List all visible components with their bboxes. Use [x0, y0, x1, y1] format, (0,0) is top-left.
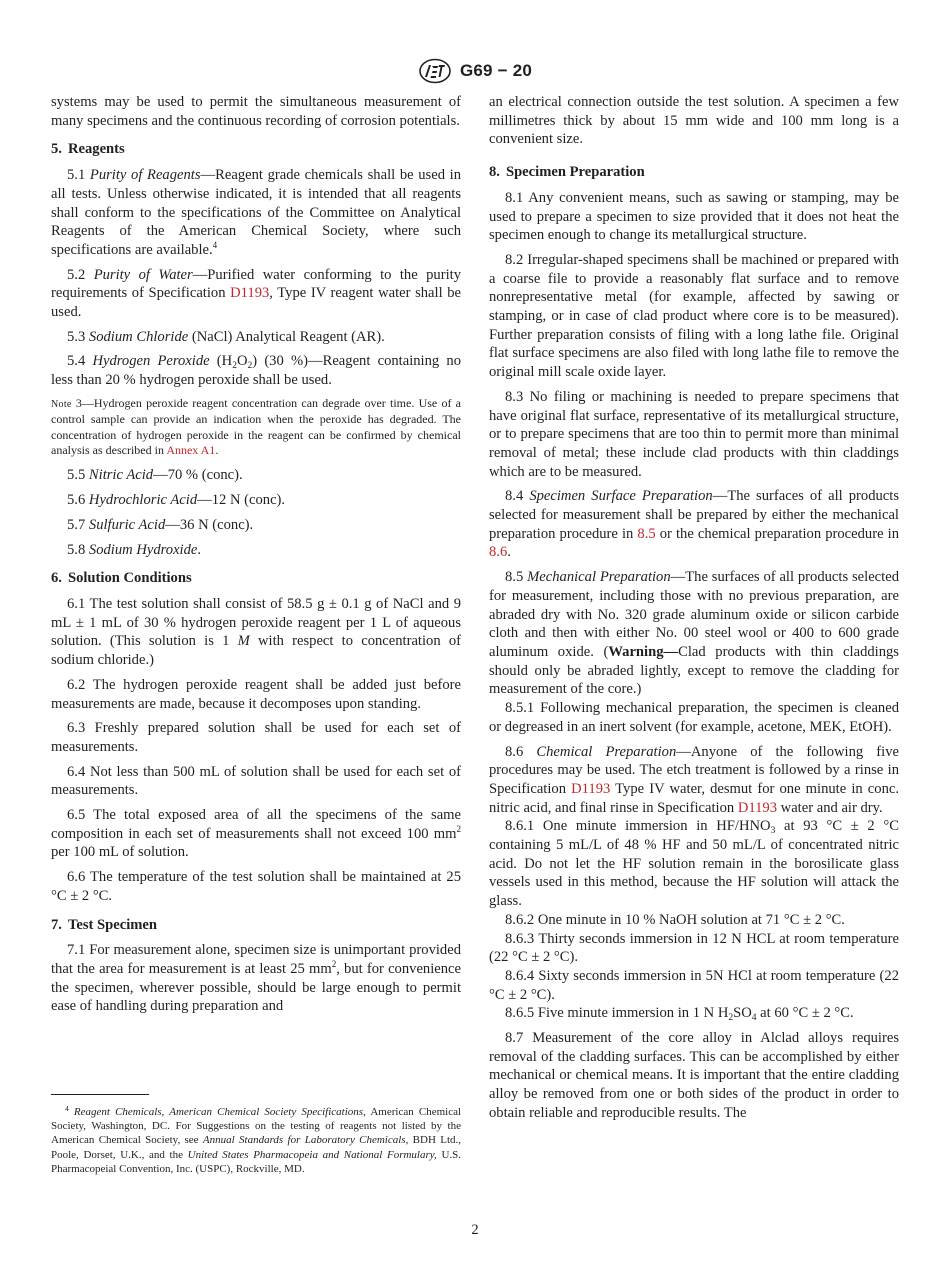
section-5-heading: 5. Reagents	[51, 141, 125, 158]
section-8-heading: 8. Specimen Preparation	[489, 164, 645, 181]
left-column	[51, 93, 461, 1022]
paragraph-8-5-1: 8.5.1 Following mechanical preparation, the specimen is cleaned or degreased in an inert solvent (for example, acetone, MEK, EtOH).	[489, 700, 900, 735]
section-7-heading: 7. Test Specimen	[51, 916, 158, 933]
paragraph-7-1: 7.1 For measurement alone, specimen size is unimportant provided that the area for measurement is at least 25 $mm^2$, but for convenience the specimen, wherever possible, should be large enough to permit ease of handling during preparation and	[51, 942, 462, 1015]
paragraph-8-6-2: 8.6.2 One minute in 10 % NaOH solution at 71 °C ± 2 °C.	[505, 911, 845, 928]
paragraph-6-4: 6.4 Not less than 500 mL of solution shall be used for each set of measurements.	[51, 763, 461, 799]
footnote-4: $^4$ Reagent Chemicals, American Chemical Society Specifications, American Chemical Society, Washington, DC. For Suggestions on the testing of reagents not listed by the American Chemical Society, see Annual Standards for Laboratory Chemicals, BDH Ltd., Poole, Dorset, U.K., and the United States Pharmacopeia and National Formulary, U.S. Pharmacopeial Convention, Inc. (USPC), Rockville, MD.	[51, 1104, 462, 1175]
note-3: Note 3—Hydrogen peroxide reagent concentration can degrade over time. Use of a control sample can provide an indication when the peroxide has degraded. The concentration of hydrogen peroxide in the reagent can be confirmed by chemical analysis as described in Annex A1.	[51, 395, 462, 458]
section-6-heading: 6. Solution Conditions	[51, 570, 192, 587]
astm-logo-icon	[418, 58, 452, 84]
warning-label: Warning—	[608, 643, 679, 660]
paragraph-6-1: 6.1 The test solution shall consist of 58.5 g ± 0.1 g of NaCl and 9 mL ± 1 mL of 30 % hydrogen peroxide reagent per 1 L of aqueous solution. (This solution is 1 M with respect to concentration of sodium chloride.)	[51, 595, 461, 669]
paragraph-8-6-3: 8.6.3 Thirty seconds immersion in 12 N HCL at room temperature (22 °C ± 2 °C).	[489, 930, 899, 966]
d1193-link-3[interactable]: D1193	[737, 799, 778, 816]
paragraph-8-6-4: 8.6.4 Sixty seconds immersion in 5N HCl at room temperature (22 °C ± 2 °C).	[489, 967, 899, 1003]
paragraph-5-5: 5.5 Nitric Acid—70 % (conc).	[67, 467, 243, 484]
paragraph-5-7: 5.7 Sulfuric Acid—36 N (conc).	[67, 516, 254, 533]
continued-paragraph: an electrical connection outside the test solution. A specimen a few millimetres thick by about 15 mm wide and 100 mm long is a convenient size.	[489, 94, 899, 148]
section-8-5-link[interactable]: 8.5	[637, 525, 656, 542]
intro-paragraph: systems may be used to permit the simultaneous measurement of many specimens and the continuous recording of corrosion potentials.	[51, 94, 461, 129]
footnote-divider	[51, 1094, 149, 1095]
paragraph-5-4: 5.4 Hydrogen Peroxide $(H_2O_2)$ (30 %)—Reagent containing no less than 20 % hydrogen peroxide shall be used.	[51, 353, 461, 389]
annex-a1-link[interactable]: Annex A1	[166, 443, 216, 458]
paragraph-8-4: 8.4 Specimen Surface Preparation—The surfaces of all products selected for measurement shall be prepared by either the mechanical preparation procedure in 8.5 or the chemical preparation procedure in 8.6.	[489, 488, 900, 561]
paragraph-6-2: 6.2 The hydrogen peroxide reagent shall be added just before measurements are made, because it decomposes upon standing.	[51, 676, 461, 712]
paragraph-8-7: 8.7 Measurement of the core alloy in Alclad alloys requires removal of the cladding surfaces. This can be accomplished by either mechanical or chemical means. It is important that the entire cladding alloy be removed from one or both sides of the product in order to obtain reliable and reproducible results. The	[489, 1030, 900, 1121]
d1193-link[interactable]: D1193	[230, 285, 270, 302]
paragraph-8-3: 8.3 No filing or machining is needed to prepare specimens that have original flat surface, representative of its metallurgical structure, or to prepare specimens that are too thin to permit more than minimal removal of metal; these include clad products with thin claddings which are to be measured.	[489, 388, 899, 480]
page-number: 2	[471, 1222, 479, 1238]
paragraph-5-6: 5.6 Hydrochloric Acid—12 N (conc).	[67, 492, 286, 509]
paragraph-8-6-1: 8.6.1 One minute immersion in $HF/HNO_3$ at 93 °C ± 2 °C containing 5 mL/L of 48 % HF and 50 mL/L of concentrated nitric acid. Do not let the HF solution remain in the borosilicate glass vessels used in this method, because the HF solution will attack the glass.	[489, 818, 899, 910]
footnote-ref: 4	[212, 239, 218, 250]
paragraph-5-8: 5.8 Sodium Hydroxide.	[67, 541, 202, 558]
paragraph-8-6-5: 8.6.5 Five minute immersion in 1 N $H_2SO_4$ at 60 °C ± 2 °C.	[505, 1005, 854, 1024]
right-column	[489, 93, 899, 1129]
section-8-6-link[interactable]: 8.6	[489, 544, 508, 561]
paragraph-6-5: 6.5 The total exposed area of all the specimens of the same composition in each set of measurements shall not exceed 100 $mm^2$ per 100 mL of solution.	[51, 807, 462, 861]
paragraph-6-6: 6.6 The temperature of the test solution shall be maintained at 25 °C ± 2 °C.	[51, 869, 461, 904]
paragraph-8-1: 8.1 Any convenient means, such as sawing or stamping, may be used to prepare a specimen to size provided that it does not heat the specimen enough to change its metallurgical structure.	[489, 189, 900, 244]
paragraph-8-2: 8.2 Irregular-shaped specimens shall be machined or prepared with a coarse file to provide a reasonably flat surface and to remove nonrepresentative metal (for example, affected by sawing or stamping, or in case of clad product where core is to be measured). Further preparation consists of filing with a long lathe file. Original flat surface specimens are also filed with long lathe file to remove the original mill scale oxide layer.	[489, 251, 899, 381]
paragraph-5-1: 5.1 Purity of Reagents—Reagent grade chemicals shall be used in all tests. Unless otherwise indicated, it is intended that all reagents shall conform to the specifications of the Committee on Analytical Reagents of the American Chemical Society, where such specifications are available.$^4$	[51, 167, 462, 258]
paragraph-8-5: 8.5 Mechanical Preparation—The surfaces of all products selected for measurement, including those with no previous preparation, are abraded dry with No. 320 grade aluminum oxide or silicon carbide cloth and then with either No. 00 steel wool or 400 to 600 grade aluminum oxide. (Warning—Clad products with thin claddings should only be abraded lightly, except to remove the cladding for measurement of the core.)	[489, 569, 899, 698]
paragraph-8-6: 8.6 Chemical Preparation—Anyone of the following five procedures may be used. The etch treatment is followed by a rinse in Specification D1193 Type IV water, desmut for one minute in conc. nitric acid, and final rinse in Specification D1193 water and air dry.	[489, 743, 899, 816]
paragraph-6-3: 6.3 Freshly prepared solution shall be used for each set of measurements.	[51, 720, 461, 755]
paragraph-5-2: 5.2 Purity of Water—Purified water conforming to the purity requirements of Specification D1193, Type IV reagent water shall be used.	[51, 266, 461, 321]
paragraph-5-3: 5.3 Sodium Chloride (NaCl) Analytical Reagent (AR).	[67, 328, 385, 345]
d1193-link-2[interactable]: D1193	[571, 780, 611, 797]
page-header	[0, 58, 950, 84]
document-designation: G69 − 20	[459, 61, 532, 80]
